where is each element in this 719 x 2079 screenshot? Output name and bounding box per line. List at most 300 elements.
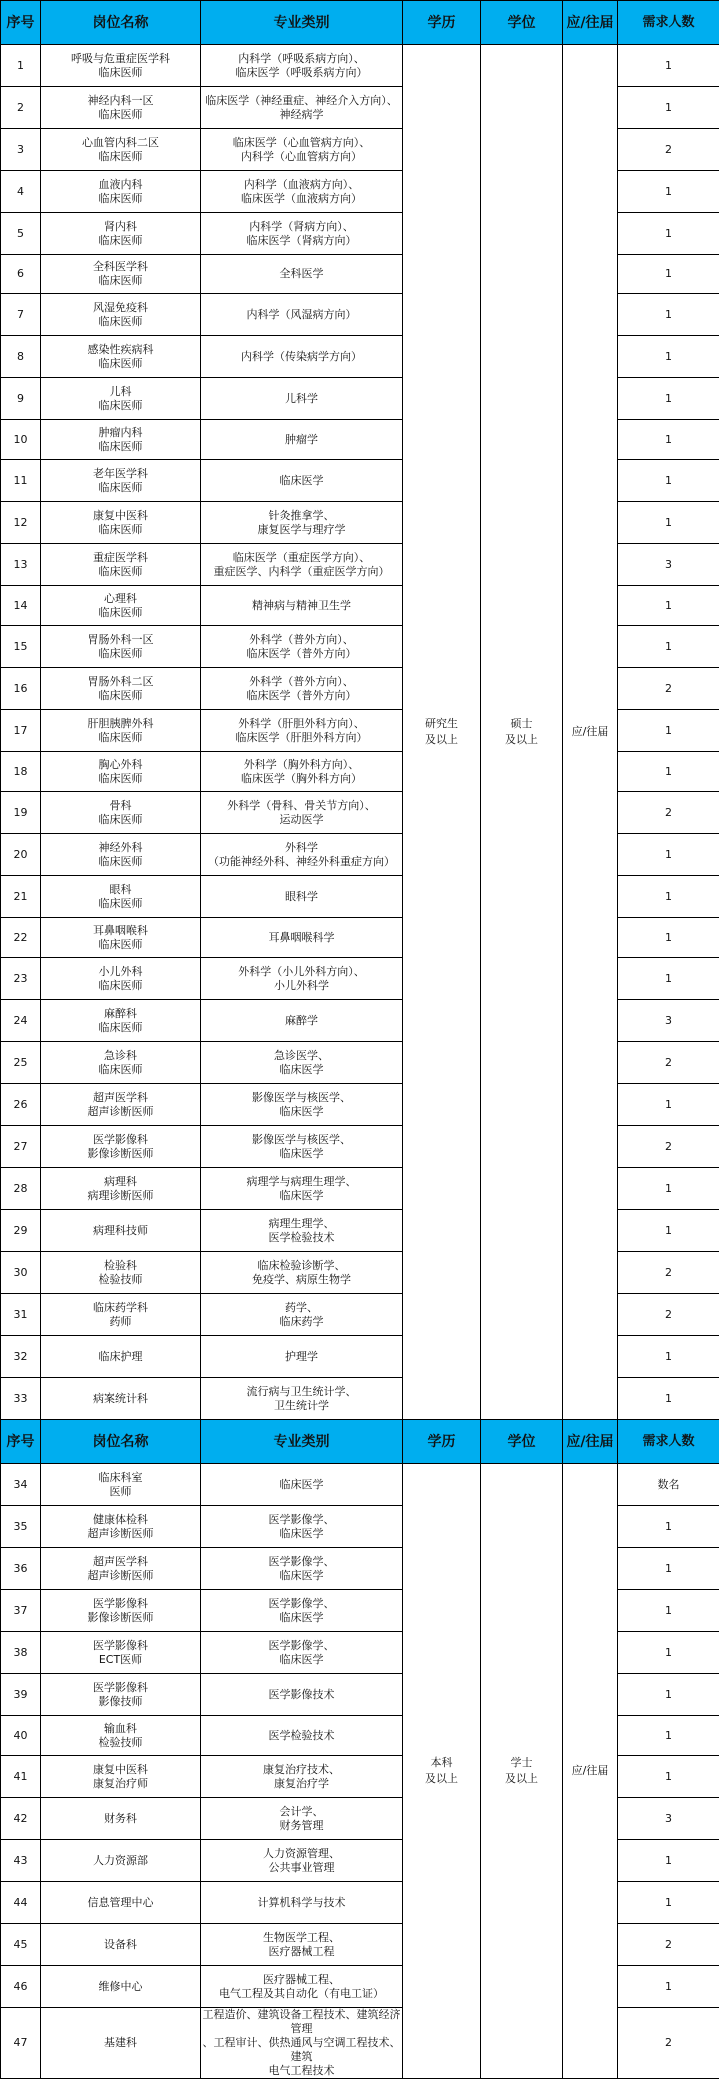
row-post-line: 临床医师 [41, 1021, 200, 1035]
row-count: 1 [618, 378, 719, 420]
row-count: 3 [618, 1798, 719, 1840]
row-major-line: 临床医学（普外方向） [201, 647, 402, 661]
row-seq: 47 [1, 2008, 41, 2079]
row-post [41, 420, 201, 460]
row-major [201, 460, 403, 502]
row-major [201, 918, 403, 958]
row-major-line: 影像医学与核医学、 [201, 1091, 402, 1105]
row-post-line: 设备科 [41, 1938, 200, 1952]
row-major-line: 临床医学（血液病方向） [201, 192, 402, 206]
row-post-line: 检验技师 [41, 1273, 200, 1287]
row-post-line: 临床医师 [41, 565, 200, 579]
row-major-line: 全科医学 [201, 267, 402, 281]
row-post-line: 麻醉科 [41, 1007, 200, 1021]
row-post-line: 血液内科 [41, 178, 200, 192]
row-post-line: 临床医师 [41, 1063, 200, 1077]
row-major-line: 临床医学（心血管病方向）、 [201, 136, 402, 150]
header-major: 专业类别 [201, 1420, 403, 1464]
row-major [201, 1716, 403, 1756]
row-count: 1 [618, 420, 719, 460]
row-count: 1 [618, 1506, 719, 1548]
row-major-line: 外科学（小儿外科方向）、 [201, 965, 402, 979]
row-post-line: 临床医师 [41, 481, 200, 495]
row-count: 1 [618, 876, 719, 918]
row-post-line: 胃肠外科一区 [41, 633, 200, 647]
row-post-line: 影像诊断医师 [41, 1147, 200, 1161]
row-seq: 4 [1, 171, 41, 213]
row-post-line: 信息管理中心 [41, 1896, 200, 1910]
row-count: 1 [618, 918, 719, 958]
row-count: 1 [618, 336, 719, 378]
row-major [201, 1966, 403, 2008]
row-count: 1 [618, 1590, 719, 1632]
row-major-line: 康复治疗技术、 [201, 1763, 402, 1777]
row-major-line: 临床医学（胸外科方向） [201, 772, 402, 786]
header-count: 需求人数 [618, 1, 719, 45]
row-major-line: 病理学与病理生理学、 [201, 1175, 402, 1189]
row-post [41, 626, 201, 668]
row-post [41, 1168, 201, 1210]
row-major [201, 1210, 403, 1252]
row-seq: 45 [1, 1924, 41, 1966]
row-major-line: 免疫学、病原生物学 [201, 1273, 402, 1287]
row-major [201, 129, 403, 171]
row-post-line: 医学影像科 [41, 1597, 200, 1611]
row-major-line: 外科学 [201, 841, 402, 855]
row-seq: 13 [1, 544, 41, 586]
row-major [201, 544, 403, 586]
row-post-line: 人力资源部 [41, 1854, 200, 1868]
row-seq: 46 [1, 1966, 41, 2008]
row-post [41, 1000, 201, 1042]
row-major-line: 卫生统计学 [201, 1399, 402, 1413]
row-major [201, 1336, 403, 1378]
row-post-line: 影像诊断医师 [41, 1611, 200, 1625]
row-post-line: 维修中心 [41, 1980, 200, 1994]
row-post [41, 1924, 201, 1966]
header-count: 需求人数 [618, 1420, 719, 1464]
row-major [201, 1882, 403, 1924]
row-major-line: 病理生理学、 [201, 1217, 402, 1231]
row-major-line: 针灸推拿学、 [201, 509, 402, 523]
row-major-line: 耳鼻咽喉科学 [201, 931, 402, 945]
row-major [201, 502, 403, 544]
row-post [41, 171, 201, 213]
row-post-line: 输血科 [41, 1722, 200, 1736]
row-post [41, 1798, 201, 1840]
row-seq: 30 [1, 1252, 41, 1294]
row-post-line: 医学影像科 [41, 1681, 200, 1695]
merged-edu [403, 45, 481, 1420]
row-count: 1 [618, 294, 719, 336]
row-major [201, 1252, 403, 1294]
row-major-line: 药学、 [201, 1301, 402, 1315]
row-post-line: 神经内科一区 [41, 94, 200, 108]
row-post-line: 眼科 [41, 883, 200, 897]
row-seq: 5 [1, 213, 41, 255]
row-major-line: 临床医学（普外方向） [201, 689, 402, 703]
row-post [41, 1966, 201, 2008]
table-row [1, 1464, 719, 1506]
row-post-line: ECT医师 [41, 1653, 200, 1667]
row-major-line: 临床医学 [201, 1527, 402, 1541]
row-post [41, 1294, 201, 1336]
row-post [41, 1882, 201, 1924]
table-row [1, 45, 719, 87]
row-major [201, 1632, 403, 1674]
row-major-line: 计算机科学与技术 [201, 1896, 402, 1910]
row-seq: 14 [1, 586, 41, 626]
row-seq: 17 [1, 710, 41, 752]
row-major-line: 医疗器械工程 [201, 1945, 402, 1959]
row-post [41, 336, 201, 378]
row-count: 1 [618, 1674, 719, 1716]
row-major [201, 1924, 403, 1966]
row-major-line: 临床医学 [201, 474, 402, 488]
row-count: 1 [618, 1548, 719, 1590]
row-post-line: 临床医师 [41, 855, 200, 869]
row-count: 1 [618, 958, 719, 1000]
row-count: 2 [618, 1294, 719, 1336]
row-post-line: 重症医学科 [41, 551, 200, 565]
merged-edu-line: 研究生 [403, 716, 480, 732]
row-post [41, 1126, 201, 1168]
row-post-line: 临床医师 [41, 647, 200, 661]
row-major-line: 电气工程及其自动化（有电工证） [201, 1987, 402, 2001]
row-major-line: 外科学（肝胆外科方向）、 [201, 717, 402, 731]
row-major [201, 171, 403, 213]
row-count: 2 [618, 1126, 719, 1168]
row-major [201, 1798, 403, 1840]
row-post-line: 风湿免疫科 [41, 301, 200, 315]
row-major-line: 医学影像技术 [201, 1688, 402, 1702]
row-major [201, 586, 403, 626]
row-post [41, 213, 201, 255]
row-major-line: 医学影像学、 [201, 1639, 402, 1653]
row-major [201, 1840, 403, 1882]
row-post-line: 超声诊断医师 [41, 1527, 200, 1541]
row-major [201, 1000, 403, 1042]
header-post: 岗位名称 [41, 1420, 201, 1464]
row-major-line: （功能神经外科、神经外科重症方向） [201, 855, 402, 869]
row-post-line: 病案统计科 [41, 1392, 200, 1406]
row-post-line: 临床医师 [41, 731, 200, 745]
row-seq: 22 [1, 918, 41, 958]
row-seq: 36 [1, 1548, 41, 1590]
header-post: 岗位名称 [41, 1, 201, 45]
row-seq: 35 [1, 1506, 41, 1548]
row-seq: 39 [1, 1674, 41, 1716]
row-count: 2 [618, 792, 719, 834]
row-major-line: 眼科学 [201, 890, 402, 904]
row-major-line: 小儿外科学 [201, 979, 402, 993]
row-major-line: 内科学（心血管病方向） [201, 150, 402, 164]
row-major-line: 医学检验技术 [201, 1729, 402, 1743]
row-post [41, 668, 201, 710]
row-major [201, 1506, 403, 1548]
row-major-line: 肿瘤学 [201, 433, 402, 447]
row-seq: 25 [1, 1042, 41, 1084]
row-major-line: 临床医学 [201, 1478, 402, 1492]
row-major-line: 临床医学 [201, 1189, 402, 1203]
row-post-line: 临床医师 [41, 357, 200, 371]
row-count: 2 [618, 2008, 719, 2079]
row-major-line: 会计学、 [201, 1805, 402, 1819]
row-major-line: 临床医学（神经重症、神经介入方向）、 [201, 94, 402, 108]
row-post [41, 834, 201, 876]
row-post [41, 1716, 201, 1756]
row-post [41, 918, 201, 958]
row-seq: 6 [1, 255, 41, 294]
header-seq: 序号 [1, 1420, 41, 1464]
row-post-line: 临床医师 [41, 315, 200, 329]
row-post [41, 1674, 201, 1716]
row-major-line: 康复治疗学 [201, 1777, 402, 1791]
row-post-line: 肿瘤内科 [41, 426, 200, 440]
row-major [201, 1084, 403, 1126]
row-post [41, 1548, 201, 1590]
header-type: 应/往届 [563, 1, 618, 45]
row-post-line: 临床医师 [41, 399, 200, 413]
row-count: 1 [618, 1632, 719, 1674]
row-post-line: 检验科 [41, 1259, 200, 1273]
row-major [201, 2008, 403, 2079]
row-count: 1 [618, 1966, 719, 2008]
header-row [1, 1, 719, 45]
row-major-line: 护理学 [201, 1350, 402, 1364]
row-seq: 24 [1, 1000, 41, 1042]
header-edu: 学历 [403, 1, 481, 45]
row-major [201, 378, 403, 420]
row-post-line: 超声医学科 [41, 1555, 200, 1569]
row-seq: 37 [1, 1590, 41, 1632]
row-count: 数名 [618, 1464, 719, 1506]
row-post [41, 87, 201, 129]
row-count: 1 [618, 1210, 719, 1252]
merged-edu-line: 及以上 [403, 1771, 480, 1787]
row-seq: 43 [1, 1840, 41, 1882]
row-major [201, 1294, 403, 1336]
row-count: 1 [618, 460, 719, 502]
merged-degree [481, 1464, 563, 2079]
row-seq: 16 [1, 668, 41, 710]
row-post-line: 肾内科 [41, 220, 200, 234]
row-post-line: 基建科 [41, 2036, 200, 2050]
row-count: 1 [618, 834, 719, 876]
row-count: 1 [618, 87, 719, 129]
merged-degree-line: 硕士 [481, 716, 562, 732]
row-major-line: 临床药学 [201, 1315, 402, 1329]
merged-degree-line: 及以上 [481, 732, 562, 748]
merged-edu [403, 1464, 481, 2079]
row-post [41, 1590, 201, 1632]
row-major-line: 临床医学 [201, 1653, 402, 1667]
row-post-line: 康复治疗师 [41, 1777, 200, 1791]
row-count: 3 [618, 544, 719, 586]
row-major [201, 1756, 403, 1798]
row-major-line: 运动医学 [201, 813, 402, 827]
row-seq: 12 [1, 502, 41, 544]
row-post [41, 792, 201, 834]
row-post-line: 临床医师 [41, 813, 200, 827]
header-degree: 学位 [481, 1420, 563, 1464]
row-post-line: 临床医师 [41, 772, 200, 786]
row-count: 1 [618, 586, 719, 626]
row-seq: 21 [1, 876, 41, 918]
row-count: 2 [618, 1252, 719, 1294]
row-post [41, 294, 201, 336]
row-post-line: 临床医师 [41, 192, 200, 206]
row-count: 2 [618, 129, 719, 171]
row-seq: 11 [1, 460, 41, 502]
merged-type: 应/往届 [563, 1464, 618, 2079]
row-post-line: 药师 [41, 1315, 200, 1329]
merged-type: 应/往届 [563, 45, 618, 1420]
row-seq: 42 [1, 1798, 41, 1840]
row-major [201, 255, 403, 294]
row-post-line: 临床医师 [41, 938, 200, 952]
row-major-line: 精神病与精神卫生学 [201, 599, 402, 613]
header-type: 应/往届 [563, 1420, 618, 1464]
row-count: 1 [618, 1756, 719, 1798]
row-major [201, 668, 403, 710]
row-seq: 32 [1, 1336, 41, 1378]
row-count: 1 [618, 502, 719, 544]
row-major-line: 公共事业管理 [201, 1861, 402, 1875]
row-post [41, 1756, 201, 1798]
row-major-line: 临床医学（肾病方向） [201, 234, 402, 248]
row-seq: 34 [1, 1464, 41, 1506]
row-count: 1 [618, 45, 719, 87]
row-count: 2 [618, 1924, 719, 1966]
row-seq: 38 [1, 1632, 41, 1674]
row-major-line: 医学影像学、 [201, 1555, 402, 1569]
row-major-line: 临床医学 [201, 1147, 402, 1161]
row-count: 1 [618, 255, 719, 294]
row-major-line: 临床医学 [201, 1063, 402, 1077]
row-post-line: 康复中医科 [41, 509, 200, 523]
row-post-line: 病理诊断医师 [41, 1189, 200, 1203]
row-post [41, 752, 201, 792]
row-post [41, 1464, 201, 1506]
row-post-line: 康复中医科 [41, 1763, 200, 1777]
row-count: 1 [618, 752, 719, 792]
row-post [41, 1252, 201, 1294]
row-major-line: 临床医学 [201, 1611, 402, 1625]
row-post [41, 45, 201, 87]
row-count: 1 [618, 710, 719, 752]
row-post-line: 医学影像科 [41, 1133, 200, 1147]
header-edu: 学历 [403, 1420, 481, 1464]
row-seq: 28 [1, 1168, 41, 1210]
row-post-line: 儿科 [41, 385, 200, 399]
row-post-line: 临床药学科 [41, 1301, 200, 1315]
row-major-line: 医学检验技术 [201, 1231, 402, 1245]
row-count: 1 [618, 171, 719, 213]
row-post-line: 临床医师 [41, 440, 200, 454]
row-count: 1 [618, 1882, 719, 1924]
row-major [201, 958, 403, 1000]
row-major-line: 临床医学（肝胆外科方向） [201, 731, 402, 745]
row-major-line: 外科学（普外方向）、 [201, 675, 402, 689]
row-post-line: 临床护理 [41, 1350, 200, 1364]
header-seq: 序号 [1, 1, 41, 45]
row-major-line: 影像医学与核医学、 [201, 1133, 402, 1147]
row-post-line: 骨科 [41, 799, 200, 813]
row-post-line: 呼吸与危重症医学科 [41, 52, 200, 66]
row-post-line: 急诊科 [41, 1049, 200, 1063]
row-post-line: 临床医师 [41, 234, 200, 248]
row-major [201, 1590, 403, 1632]
row-seq: 41 [1, 1756, 41, 1798]
row-post [41, 255, 201, 294]
row-major-line: 急诊医学、 [201, 1049, 402, 1063]
row-major-line: 工程造价、建筑设备工程技术、建筑经济管理 [201, 2008, 402, 2036]
row-seq: 3 [1, 129, 41, 171]
row-post [41, 1210, 201, 1252]
merged-degree-line: 及以上 [481, 1771, 562, 1787]
row-post [41, 1084, 201, 1126]
row-major-line: 神经病学 [201, 108, 402, 122]
row-post-line: 胃肠外科二区 [41, 675, 200, 689]
row-seq: 19 [1, 792, 41, 834]
row-major-line: 临床医学 [201, 1105, 402, 1119]
row-post-line: 临床科室 [41, 1471, 200, 1485]
row-major [201, 876, 403, 918]
row-post [41, 378, 201, 420]
row-major [201, 710, 403, 752]
row-major [201, 1464, 403, 1506]
row-post-line: 老年医学科 [41, 467, 200, 481]
row-seq: 8 [1, 336, 41, 378]
row-post-line: 临床医师 [41, 523, 200, 537]
row-major [201, 1548, 403, 1590]
row-seq: 7 [1, 294, 41, 336]
row-post-line: 神经外科 [41, 841, 200, 855]
row-post [41, 2008, 201, 2079]
row-major-line: 医学影像学、 [201, 1597, 402, 1611]
row-post-line: 超声医学科 [41, 1091, 200, 1105]
row-major [201, 834, 403, 876]
row-seq: 1 [1, 45, 41, 87]
row-post-line: 感染性疾病科 [41, 343, 200, 357]
row-major-line: 内科学（风湿病方向） [201, 308, 402, 322]
row-major-line: 临床医学（呼吸系病方向） [201, 66, 402, 80]
row-post [41, 502, 201, 544]
row-seq: 26 [1, 1084, 41, 1126]
row-major [201, 87, 403, 129]
row-post [41, 1042, 201, 1084]
row-seq: 44 [1, 1882, 41, 1924]
row-post-line: 临床医师 [41, 689, 200, 703]
row-major-line: 康复医学与理疗学 [201, 523, 402, 537]
row-major-line: 外科学（骨科、骨关节方向）、 [201, 799, 402, 813]
row-post [41, 460, 201, 502]
row-seq: 18 [1, 752, 41, 792]
row-post [41, 129, 201, 171]
row-count: 1 [618, 213, 719, 255]
row-post-line: 病理科技师 [41, 1224, 200, 1238]
row-post-line: 心血管内科二区 [41, 136, 200, 150]
row-major-line: 临床医学 [201, 1569, 402, 1583]
row-major [201, 336, 403, 378]
row-major [201, 1042, 403, 1084]
row-major-line: 内科学（呼吸系病方向）、 [201, 52, 402, 66]
row-major-line: 外科学（普外方向）、 [201, 633, 402, 647]
row-post [41, 1378, 201, 1420]
row-count: 1 [618, 1378, 719, 1420]
header-row [1, 1420, 719, 1464]
